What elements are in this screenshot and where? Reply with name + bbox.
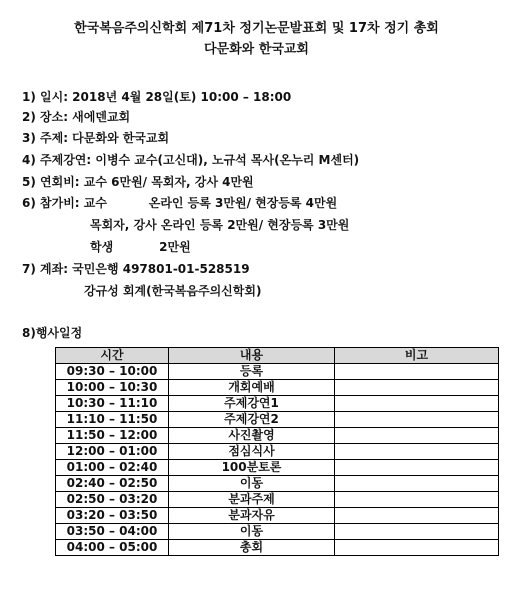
header-time: 시간: [56, 348, 169, 364]
info-account-line2: 강규성 회계(한국복음주의신학회): [84, 284, 262, 298]
cell-content: 분과자유: [169, 508, 335, 524]
header-note: 비고: [335, 348, 499, 364]
cell-note: [335, 492, 499, 508]
cell-time: 02:40 – 02:50: [56, 476, 169, 492]
cell-time: 10:30 – 11:10: [56, 396, 169, 412]
cell-content: 개회예배: [169, 380, 335, 396]
cell-time: 11:10 – 11:50: [56, 412, 169, 428]
info-fee-line1: 6) 참가비: 교수 온라인 등록 3만원/ 현장등록 4만원: [22, 196, 338, 210]
cell-content: 분과주제: [169, 492, 335, 508]
cell-content: 주제강연1: [169, 396, 335, 412]
cell-time: 03:20 – 03:50: [56, 508, 169, 524]
cell-note: [335, 380, 499, 396]
cell-content: 100분토론: [169, 460, 335, 476]
cell-note: [335, 476, 499, 492]
info-account-line1: 7) 계좌: 국민은행 497801-01-528519: [22, 262, 250, 276]
cell-time: 01:00 – 02:40: [56, 460, 169, 476]
cell-note: [335, 540, 499, 556]
table-row: [56, 524, 499, 540]
table-row: [56, 492, 499, 508]
table-row: [56, 428, 499, 444]
cell-note: [335, 460, 499, 476]
cell-note: [335, 364, 499, 380]
cell-content: 이동: [169, 476, 335, 492]
cell-time: 02:50 – 03:20: [56, 492, 169, 508]
info-place: 2) 장소: 새에덴교회: [22, 110, 131, 124]
info-lecture-fee: 5) 연회비: 교수 6만원/ 목회자, 강사 4만원: [22, 175, 254, 189]
info-fee-line2: 목회자, 강사 온라인 등록 2만원/ 현장등록 3만원: [90, 218, 350, 232]
info-theme: 3) 주제: 다문화와 한국교회: [22, 131, 170, 145]
info-date: 1) 일시: 2018년 4월 28일(토) 10:00 – 18:00: [22, 90, 292, 104]
cell-content: 이동: [169, 524, 335, 540]
document-title: 한국복음주의신학회 제71차 정기논문발표회 및 17차 정기 총회: [74, 21, 439, 36]
cell-content: 등록: [169, 364, 335, 380]
table-row: [56, 476, 499, 492]
cell-note: [335, 524, 499, 540]
table-row: [56, 508, 499, 524]
table-row: [56, 396, 499, 412]
table-header-row: [56, 348, 499, 364]
cell-time: 11:50 – 12:00: [56, 428, 169, 444]
cell-time: 04:00 – 05:00: [56, 540, 169, 556]
cell-time: 12:00 – 01:00: [56, 444, 169, 460]
info-fee-line3: 학생 2만원: [90, 240, 191, 254]
schedule-table: [55, 347, 499, 556]
cell-time: 03:50 – 04:00: [56, 524, 169, 540]
document-subtitle: 다문화와 한국교회: [204, 42, 309, 57]
cell-note: [335, 412, 499, 428]
table-row: [56, 540, 499, 556]
cell-note: [335, 396, 499, 412]
table-row: [56, 380, 499, 396]
table-row: [56, 444, 499, 460]
cell-content: 주제강연2: [169, 412, 335, 428]
header-content: 내용: [169, 348, 335, 364]
cell-note: [335, 428, 499, 444]
table-row: [56, 364, 499, 380]
cell-time: 09:30 – 10:00: [56, 364, 169, 380]
info-speakers: 4) 주제강연: 이병수 교수(고신대), 노규석 목사(온누리 M센터): [22, 153, 360, 167]
cell-time: 10:00 – 10:30: [56, 380, 169, 396]
cell-content: 점심식사: [169, 444, 335, 460]
table-row: [56, 412, 499, 428]
cell-content: 총회: [169, 540, 335, 556]
cell-content: 사진촬영: [169, 428, 335, 444]
table-row: [56, 460, 499, 476]
schedule-title: 8)행사일정: [22, 326, 83, 340]
cell-note: [335, 444, 499, 460]
cell-note: [335, 508, 499, 524]
